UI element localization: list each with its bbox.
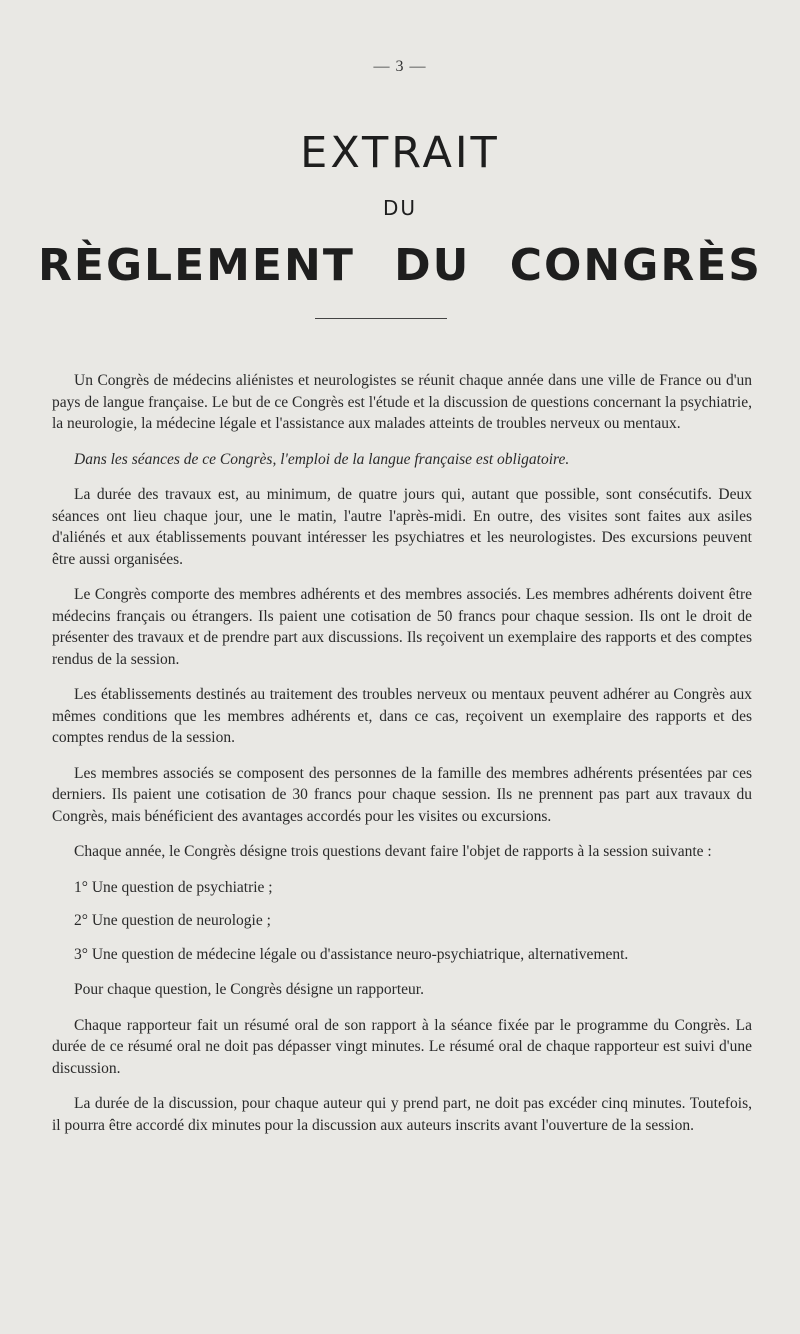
paragraph-questions-intro: Chaque année, le Congrès désigne trois questions devant faire l'objet de rapports à la session suivante :	[74, 843, 712, 860]
paragraph-duration: La durée des travaux est, au minimum, de quatre jours qui, autant que possible, sont consécutifs. Deux séances ont lieu chaque jour, une le matin, l'autre l'après-midi. En outre, des visites sont faites aux asiles d'aliénés et aux établissements pouvant intéresser les psychiatres et les neurologistes. Des excursions peuvent être aussi organisées.	[52, 486, 752, 568]
title-connector: DU	[382, 196, 418, 220]
page-number: — 3 —	[373, 58, 427, 75]
paragraph-rapporteur: Pour chaque question, le Congrès désigne un rapporteur.	[74, 981, 424, 998]
page-subtitle: RÈGLEMENT DU CONGRÈS	[38, 240, 762, 291]
list-item-legal-medicine: 3° Une question de médecine légale ou d'assistance neuro-psychiatrique, alternativement.	[74, 945, 629, 963]
paragraph-discussion: La durée de la discussion, pour chaque auteur qui y prend part, ne doit pas excéder cinq minutes. Toutefois, il pourra être accordé dix minutes pour la discussion aux auteurs inscrits avant l'ouverture de la session.	[52, 1095, 752, 1134]
paragraph-members: Le Congrès comporte des membres adhérents et des membres associés. Les membres adhérents doivent être médecins français ou étrangers. Ils paient une cotisation de 50 francs pour chaque session. Ils ont le droit de présenter des travaux et de prendre part aux discussions. Ils reçoivent un exemplaire des rapports et des comptes rendus de la session.	[52, 586, 752, 668]
list-item-neurology: 2° Une question de neurologie ;	[74, 912, 271, 929]
paragraph-language-rule: Dans les séances de ce Congrès, l'emploi de la langue française est obligatoire.	[74, 450, 570, 468]
body-text	[52, 370, 752, 1150]
title-divider	[315, 318, 447, 319]
paragraph-oral-summary: Chaque rapporteur fait un résumé oral de son rapport à la séance fixée par le programme du Congrès. La durée de ce résumé oral ne doit pas dépasser vingt minutes. Le résumé oral de chaque rapporteur est suivi d'une discussion.	[52, 1016, 752, 1077]
paragraph-associate-members: Les membres associés se composent des personnes de la famille des membres adhérents présentées par ces derniers. Ils paient une cotisation de 30 francs pour chaque session. Ils ne prennent pas part aux travaux du Congrès, mais bénéficient des avantages accordés pour les visites ou excursions.	[52, 764, 752, 825]
list-item-psychiatry: 1° Une question de psychiatrie ;	[74, 878, 273, 896]
paragraph-congress-purpose: Un Congrès de médecins aliénistes et neurologistes se réunit chaque année dans une ville de France ou d'un pays de langue française. Le but de ce Congrès est l'étude et la discussion de questions concernant la psychiatrie, la neurologie, la médecine légale et l'assistance aux malades atteints de troubles nerveux ou mentaux.	[52, 372, 752, 432]
paragraph-establishments: Les établissements destinés au traitement des troubles nerveux ou mentaux peuvent adhérer au Congrès aux mêmes conditions que les membres adhérents et, dans ce cas, reçoivent un exemplaire des rapports et des comptes rendus de la session.	[52, 686, 752, 746]
page-title: EXTRAIT	[300, 128, 500, 178]
